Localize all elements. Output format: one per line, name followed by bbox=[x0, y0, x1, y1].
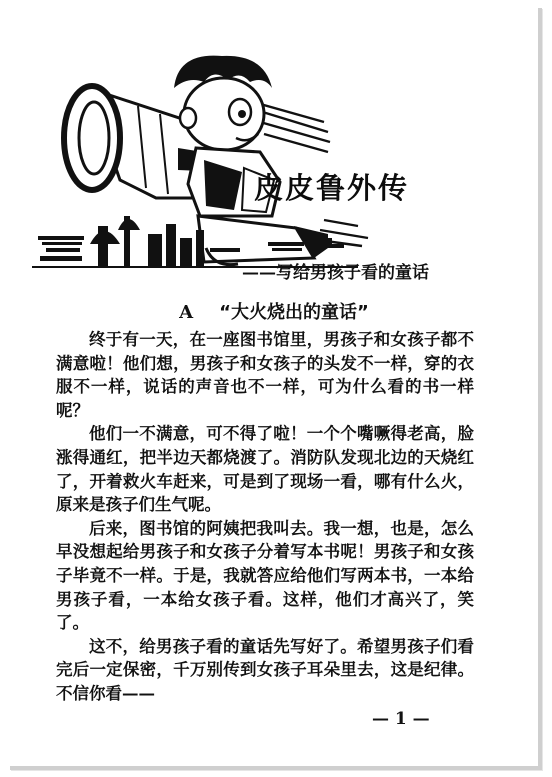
paragraph: 这不，给男孩子看的童话先写好了。希望男孩子们看完后一定保密，千万别传到女孩子耳朵里去，这是纪律。不信你看—— bbox=[56, 636, 474, 703]
page-number: — 1 — bbox=[372, 709, 430, 729]
body-text bbox=[56, 328, 474, 706]
subtitle: ——写给男孩子看的童话 bbox=[242, 263, 429, 283]
chapter-letter: A bbox=[179, 302, 194, 323]
chapter-heading bbox=[10, 298, 538, 324]
paragraph: 后来，图书馆的阿姨把我叫去。我一想，也是，怎么早没想起给男孩子和女孩子分着写本书呢！男孩子和女孩子毕竟不一样。于是，我就答应给他们写两本书，一本给男孩子看，一本给女孩子看。这样，他们才高兴了，笑了。 bbox=[56, 518, 474, 633]
paragraph: 终于有一天，在一座图书馆里，男孩子和女孩子都不满意啦！他们想，男孩子和女孩子的头发不一样，穿的衣服不一样，说话的声音也不一样，可为什么看的书一样呢？ bbox=[56, 330, 474, 420]
paragraph: 他们一不满意，可不得了啦！一个个嘴噘得老高，脸涨得通红，把半边天都烧渡了。消防队发现北边的天烧红了，开着救火车赶来，可是到了现场一看，哪有什么火，原来是孩子们生气呢。 bbox=[56, 424, 474, 515]
series-title: 皮皮鲁外传 bbox=[254, 171, 410, 205]
chapter-title: “大火烧出的童话” bbox=[219, 302, 369, 323]
book-page bbox=[10, 8, 542, 770]
